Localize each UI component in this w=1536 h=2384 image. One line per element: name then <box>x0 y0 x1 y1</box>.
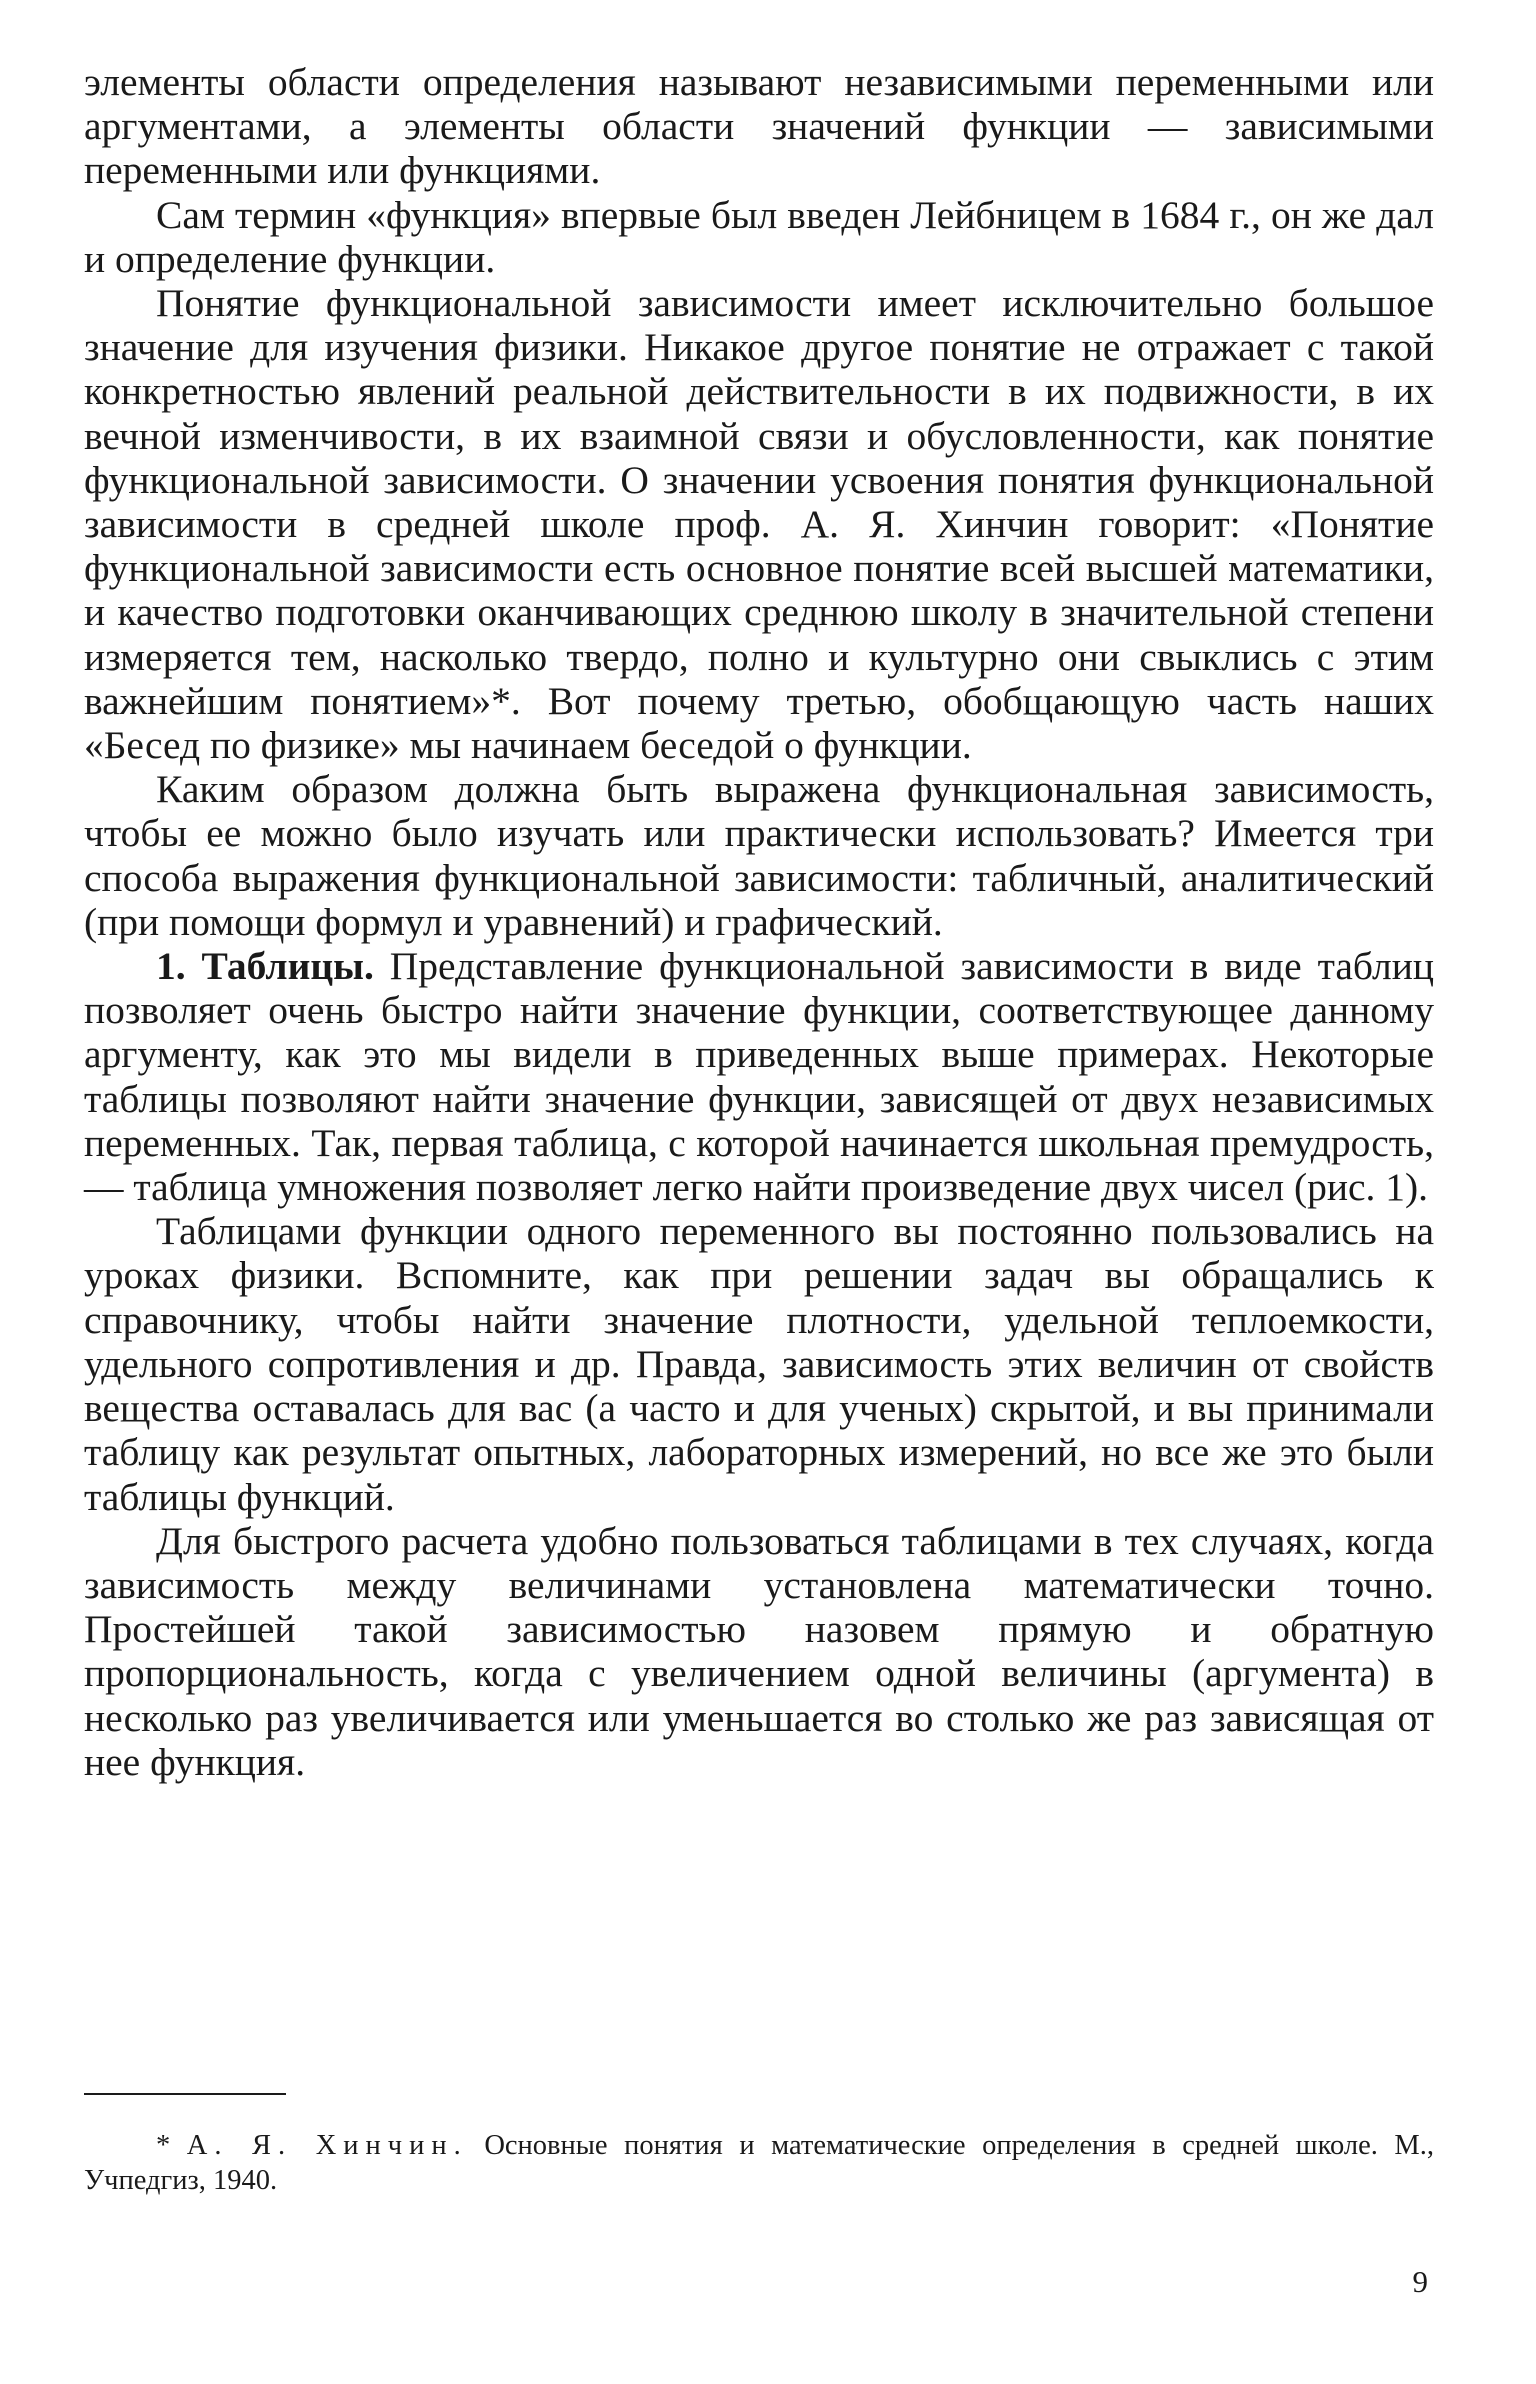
paragraph-4: Каким образом должна быть выражена функциональная зависимость, чтобы ее можно было изучать или практически использовать? Имеется три способа выражения функциональной зависимости: табличный, аналитический (при помощи формул и уравнений) и графический. <box>84 767 1434 944</box>
footnote-marker: * <box>156 2130 171 2161</box>
footnote-divider <box>84 2093 286 2095</box>
paragraph-1: элементы области определения называют независимыми переменными или аргументами, а элементы области значений функции — зависимыми переменными или функциями. <box>84 60 1434 193</box>
paragraph-7: Для быстрого расчета удобно пользоваться таблицами в тех случаях, когда зависимость между величинами установлена математически точно. Простейшей такой зависимостью назовем прямую и обратную пропорциональность, когда с увеличением одной величины (аргумента) в несколько раз увеличивается или уменьшается во столько же раз зависящая от нее функция. <box>84 1518 1434 1784</box>
section-heading: 1. Таблицы. <box>156 944 374 989</box>
footnote <box>84 2128 1434 2198</box>
section-text: Представление функциональной зависимости в виде таблиц позволяет очень быстро найти значение функции, соответствующее данному аргументу, как это мы видели в приведенных выше примерах. Некоторые таблицы позволяют найти значение функции, зависящей от двух независимых переменных. Так, первая таблица, с которой начинается школьная премудрость, — таблица умножения позволяет легко найти произведение двух чисел (рис. 1). <box>84 944 1435 1210</box>
footnote-text: Основные понятия и математические определения в средней школе. М., Учпедгиз, 1940. <box>84 2130 1435 2196</box>
page-body <box>84 60 1434 1784</box>
page-number: 9 <box>1412 2264 1428 2299</box>
paragraph-6: Таблицами функции одного переменного вы постоянно пользовались на уроках физики. Вспомните, как при решении задач вы обращались к справочнику, чтобы найти значение плотности, удельной теплоемкости, удельного сопротивления и др. Правда, зависимость этих величин от свойств вещества оставалась для вас (а часто и для ученых) скрытой, и вы принимали таблицу как результат опытных, лабораторных измерений, но все же это были таблицы функций. <box>84 1209 1434 1519</box>
paragraph-2: Сам термин «функция» впервые был введен Лейбницем в 1684 г., он же дал и определение функции. <box>84 192 1434 281</box>
footnote-author: А. Я. Хинчин. <box>186 2130 468 2161</box>
section-tables-paragraph <box>84 944 1434 1209</box>
paragraph-3: Понятие функциональной зависимости имеет исключительно большое значение для изучения физики. Никакое другое понятие не отражает с такой конкретностью явлений реальной действительности в их подвижности, в их вечной изменчивости, в их взаимной связи и обусловленности, как понятие функциональной зависимости. О значении усвоения понятия функциональной зависимости в средней школе проф. А. Я. Хинчин говорит: «Понятие функциональной зависимости есть основное понятие всей высшей математики, и качество подготовки оканчивающих среднюю школу в значительной степени измеряется тем, насколько твердо, полно и культурно они свыклись с этим важнейшим понятием»*. Вот почему третью, обобщающую часть наших «Бесед по физике» мы начинаем беседой о функции. <box>84 281 1434 768</box>
